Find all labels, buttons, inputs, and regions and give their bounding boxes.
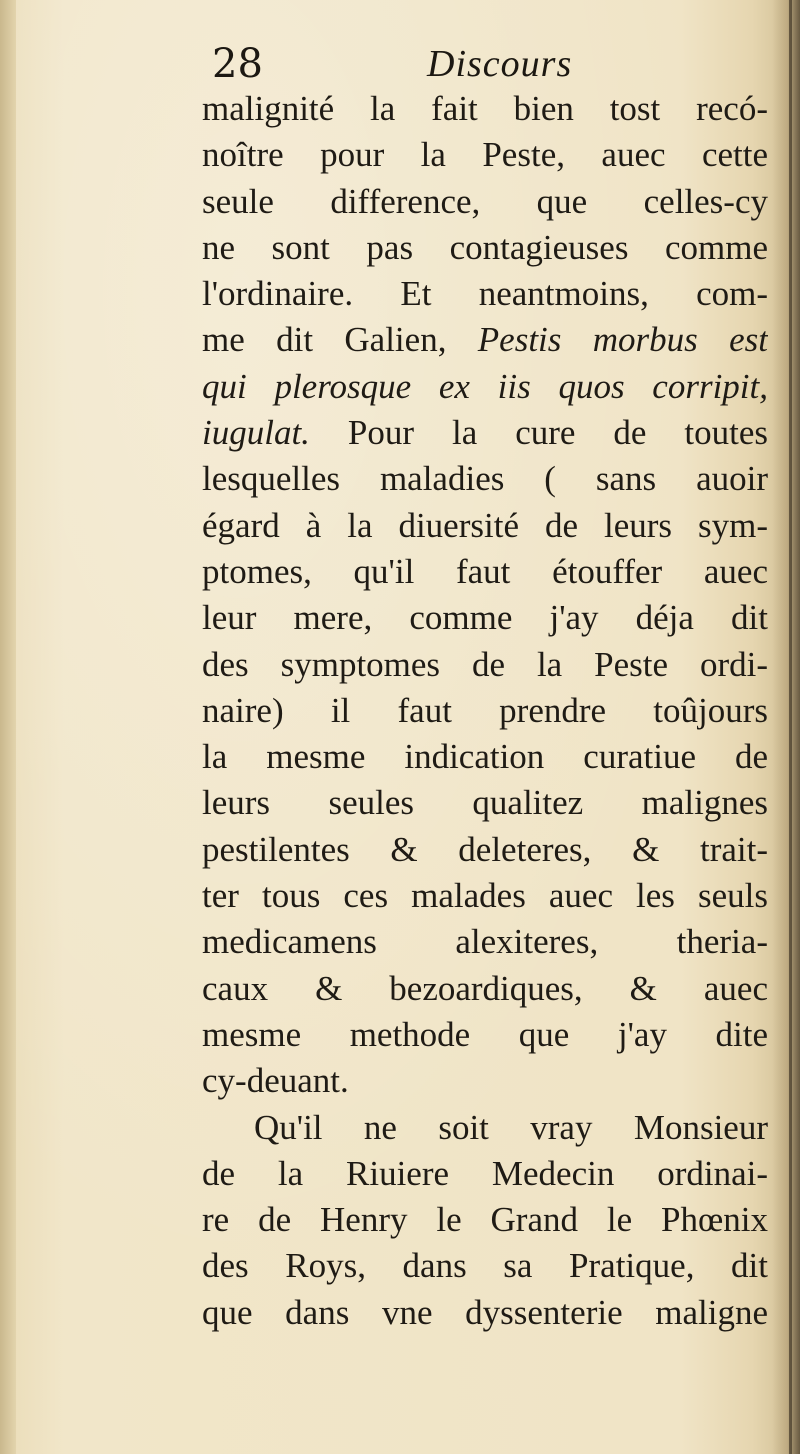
text-line-1: malignité la fait bien tost recó-: [202, 89, 768, 128]
text-line-7: qui plerosque ex iis quos corripit,: [202, 366, 768, 406]
page-left-edge: [0, 0, 16, 1454]
body-text: [202, 86, 768, 1336]
text-line-6: [202, 317, 768, 363]
text-line-17: pestilentes & deleteres, & trait-: [202, 829, 768, 869]
text-line-15: la mesme indication curatiue de: [202, 737, 768, 777]
running-head: Discours: [427, 43, 573, 85]
text-line-8-italic: iugulat.: [202, 413, 310, 453]
text-line-20: caux & bezoardiques, & auec: [202, 968, 768, 1008]
text-line-14: naire) il faut prendre toûjours: [202, 690, 768, 730]
text-line-4: ne sont pas contagieuses comme: [202, 227, 768, 267]
text-line-8-roman: Pour la cure de toutes: [309, 413, 768, 453]
text-line-21: mesme methode que j'ay dite: [202, 1014, 768, 1054]
text-line-9: lesquelles maladies ( sans auoir: [202, 459, 768, 499]
page-header: [212, 36, 612, 92]
text-line-18: ter tous ces malades auec les seuls: [202, 876, 768, 916]
text-line-24: de la Riuiere Medecin ordinai-: [202, 1153, 768, 1193]
binding-line: [789, 0, 792, 1454]
text-line-11: ptomes, qu'il faut étouffer auec: [202, 551, 768, 591]
text-line-25: re de Henry le Grand le Phœnix: [202, 1200, 768, 1240]
text-line-16: leurs seules qualitez malignes: [202, 783, 768, 823]
text-line-22: cy-deuant.: [202, 1061, 349, 1101]
text-line-5: l'ordinaire. Et neantmoins, com-: [202, 274, 768, 314]
text-line-2: noître pour la Peste, auec cette: [202, 135, 768, 175]
text-line-13: des symptomes de la Peste ordi-: [202, 644, 768, 684]
text-line-3: seule difference, que celles-cy: [202, 181, 768, 221]
text-line-6-italic: Pestis morbus est: [477, 320, 768, 360]
text-line-27: que dans vne dyssenterie maligne: [202, 1292, 768, 1332]
text-line-10: égard à la diuersité de leurs sym-: [202, 505, 768, 545]
text-line-19: medicamens alexiteres, theria-: [202, 922, 768, 962]
page-number: 28: [212, 41, 263, 87]
text-line-12: leur mere, comme j'ay déja dit: [202, 598, 768, 638]
page-gutter-shadow: [772, 0, 800, 1454]
text-line-26: des Roys, dans sa Pratique, dit: [202, 1246, 768, 1286]
text-line-23: Qu'il ne soit vray Monsieur: [254, 1107, 768, 1147]
text-line-6-roman: me dit Galien,: [202, 320, 478, 360]
text-line-8: [202, 410, 768, 456]
